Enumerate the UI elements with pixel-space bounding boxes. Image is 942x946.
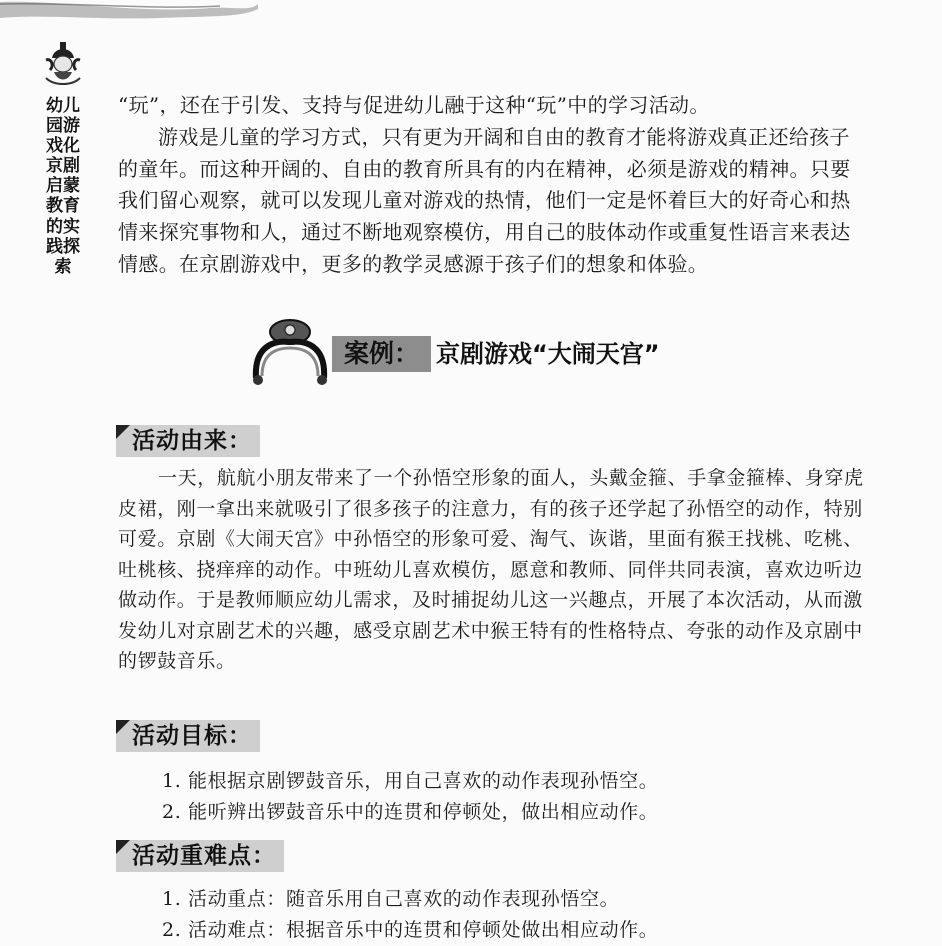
section-heading-text: 活动由来： <box>132 428 252 454</box>
list-item: 1. 活动重点：随音乐用自己喜欢的动作表现孙悟空。 <box>162 888 620 910</box>
brush-stroke-decoration <box>0 0 260 22</box>
paragraph-1: “玩”，还在于引发、支持与促进幼儿融于这种“玩”中的学习活动。 <box>118 93 710 117</box>
section-heading-goals <box>116 720 260 752</box>
corner-marker-icon <box>116 840 130 854</box>
goals-list <box>162 766 658 828</box>
book-title-vertical: 幼儿园游戏化京剧启蒙教育的实践探索 <box>46 96 80 277</box>
case-title: 京剧游戏“大闹天宫” <box>436 340 660 368</box>
case-banner <box>248 316 748 396</box>
paragraph-2: 游戏是儿童的学习方式，只有更为开阔和自由的教育才能将游戏真正还给孩子的童年。而这种开阔的、自由的教育所具有的内在精神，必须是游戏的精神。只要我们留心观察，就可以发现儿童对游戏的热情，他们一定是怀着巨大的好奇心和热情来探究事物和人，通过不断地观察模仿，用自己的肢体动作或重复性语言来表达情感。在京剧游戏中，更多的教学灵感源于孩子们的想象和体验。 <box>118 125 851 276</box>
key-points-list <box>162 884 658 946</box>
section-heading-text: 活动目标： <box>132 723 252 749</box>
section-heading-origin <box>116 425 260 457</box>
corner-marker-icon <box>116 720 130 734</box>
list-item: 1. 能根据京剧锣鼓音乐，用自己喜欢的动作表现孙悟空。 <box>162 770 659 792</box>
case-tag: 案例： <box>332 336 431 372</box>
list-item: 2. 能听辨出锣鼓音乐中的连贯和停顿处，做出相应动作。 <box>162 801 659 823</box>
section-heading-key-points <box>116 840 284 872</box>
opera-figure-icon <box>42 40 84 88</box>
origin-paragraph: 一天，航航小朋友带来了一个孙悟空形象的面人，头戴金箍、手拿金箍棒、身穿虎皮裙，刚一拿出来就吸引了很多孩子的注意力，有的孩子还学起了孙悟空的动作，特别可爱。京剧《大闹天宫》中孙悟空的形象可爱、淘气、诙谐，里面有猴王找桃、吃桃、吐桃核、挠痒痒的动作。中班幼儿喜欢模仿，愿意和教师、同伴共同表演，喜欢边听边做动作。于是教师顺应幼儿需求，及时捕捉幼儿这一兴趣点，开展了本次活动，从而激发幼儿对京剧艺术的兴趣，感受京剧艺术中猴王特有的性格特点、夸张的动作及京剧中的锣鼓音乐。 <box>118 467 864 672</box>
opera-headdress-icon <box>248 316 332 386</box>
sidebar <box>40 40 86 92</box>
corner-marker-icon <box>116 425 130 439</box>
list-item: 2. 活动难点：根据音乐中的连贯和停顿处做出相应动作。 <box>162 919 659 941</box>
section-heading-text: 活动重难点： <box>132 843 276 869</box>
